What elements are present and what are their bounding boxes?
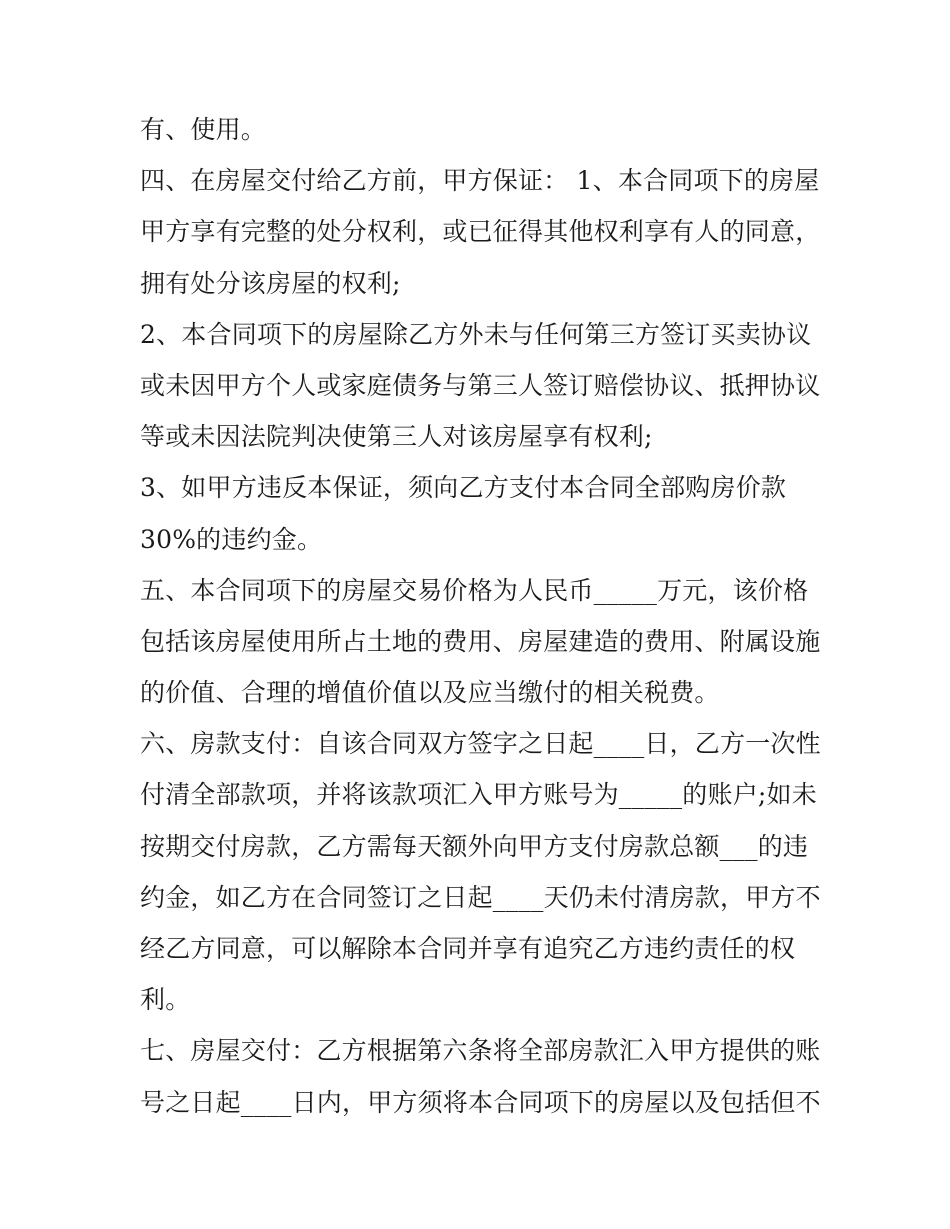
text-line: 六、房款支付：自该合同双方签字之日起____日，乙方一次性: [140, 729, 821, 759]
text-line: 拥有处分该房屋的权利;: [140, 268, 401, 298]
text-line: 五、本合同项下的房屋交易价格为人民币_____万元，该价格: [140, 575, 809, 605]
text-line: 或未因甲方个人或家庭债务与第三人签订赔偿协议、抵押协议: [140, 370, 821, 400]
text-line: 有、使用。: [140, 115, 267, 144]
text-line: 30%的违约金。: [140, 524, 323, 554]
text-line: 约金，如乙方在合同签订之日起____天仍未付清房款，甲方不: [140, 882, 821, 912]
text-line: 付清全部款项，并将该款项汇入甲方账号为_____的账户;如未: [140, 780, 817, 810]
text-line: 的价值、合理的增值价值以及应当缴付的相关税费。: [140, 678, 720, 708]
text-line: 四、在房屋交付给乙方前，甲方保证： 1、本合同项下的房屋: [140, 166, 820, 196]
text-line: 按期交付房款，乙方需每天额外向甲方支付房款总额___的违: [140, 831, 809, 861]
text-line: 包括该房屋使用所占土地的费用、房屋建造的费用、附属设施: [140, 626, 821, 656]
text-line: 七、房屋交付：乙方根据第六条将全部房款汇入甲方提供的账: [140, 1036, 821, 1066]
text-line: 号之日起____日内，甲方须将本合同项下的房屋以及包括但不: [140, 1087, 821, 1117]
text-line: 2、本合同项下的房屋除乙方外未与任何第三方签订买卖协议: [140, 319, 812, 349]
text-line: 甲方享有完整的处分权利，或已征得其他权利享有人的同意，: [140, 217, 821, 247]
text-line: 利。: [140, 985, 191, 1015]
text-line: 3、如甲方违反本保证，须向乙方支付本合同全部购房价款: [140, 473, 787, 503]
text-line: 经乙方同意，可以解除本合同并享有追究乙方违约责任的权: [140, 934, 796, 963]
document-body: [140, 104, 820, 1128]
text-line: 等或未因法院判决使第三人对该房屋享有权利;: [140, 422, 653, 452]
